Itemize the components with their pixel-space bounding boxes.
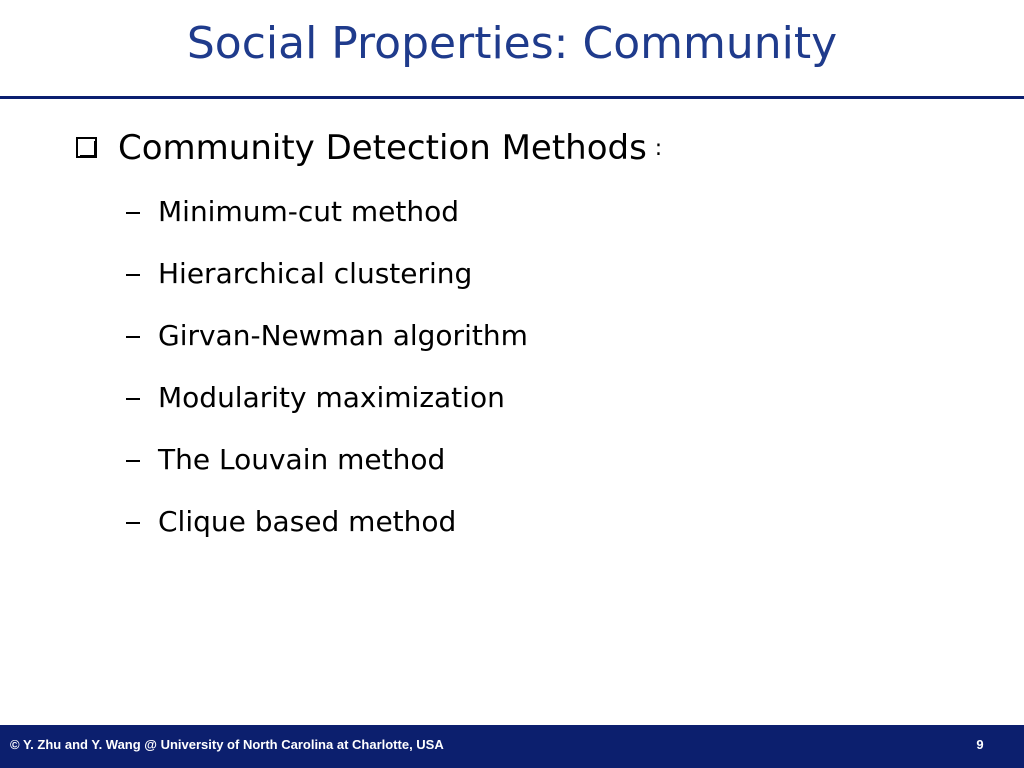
method-list <box>126 188 528 560</box>
main-bullet-colon: : <box>654 135 663 161</box>
list-item <box>126 436 528 498</box>
dash-bullet-icon <box>126 460 140 462</box>
slide-title: Social Properties: Community <box>186 18 838 69</box>
list-item <box>126 188 528 250</box>
list-item-label: Modularity maximization <box>158 381 505 414</box>
list-item <box>126 498 528 560</box>
footer-copyright: © Y. Zhu and Y. Wang @ University of North Carolina at Charlotte, USA <box>10 737 444 752</box>
main-bullet-text: Community Detection Methods <box>118 128 647 168</box>
dash-bullet-icon <box>126 522 140 524</box>
list-item-label: Hierarchical clustering <box>158 257 473 290</box>
checkbox-bullet-icon <box>76 137 98 159</box>
list-item <box>126 250 528 312</box>
dash-bullet-icon <box>126 398 140 400</box>
dash-bullet-icon <box>126 274 140 276</box>
list-item <box>126 312 528 374</box>
list-item-label: Clique based method <box>158 505 457 538</box>
main-bullet <box>76 122 662 174</box>
list-item <box>126 374 528 436</box>
list-item-label: The Louvain method <box>158 443 446 476</box>
page-number: 9 <box>976 737 984 752</box>
list-item-label: Minimum-cut method <box>158 195 460 228</box>
footer-bar <box>0 725 1024 768</box>
dash-bullet-icon <box>126 212 140 214</box>
dash-bullet-icon <box>126 336 140 338</box>
list-item-label: Girvan-Newman algorithm <box>158 319 528 352</box>
title-divider <box>0 96 1024 99</box>
